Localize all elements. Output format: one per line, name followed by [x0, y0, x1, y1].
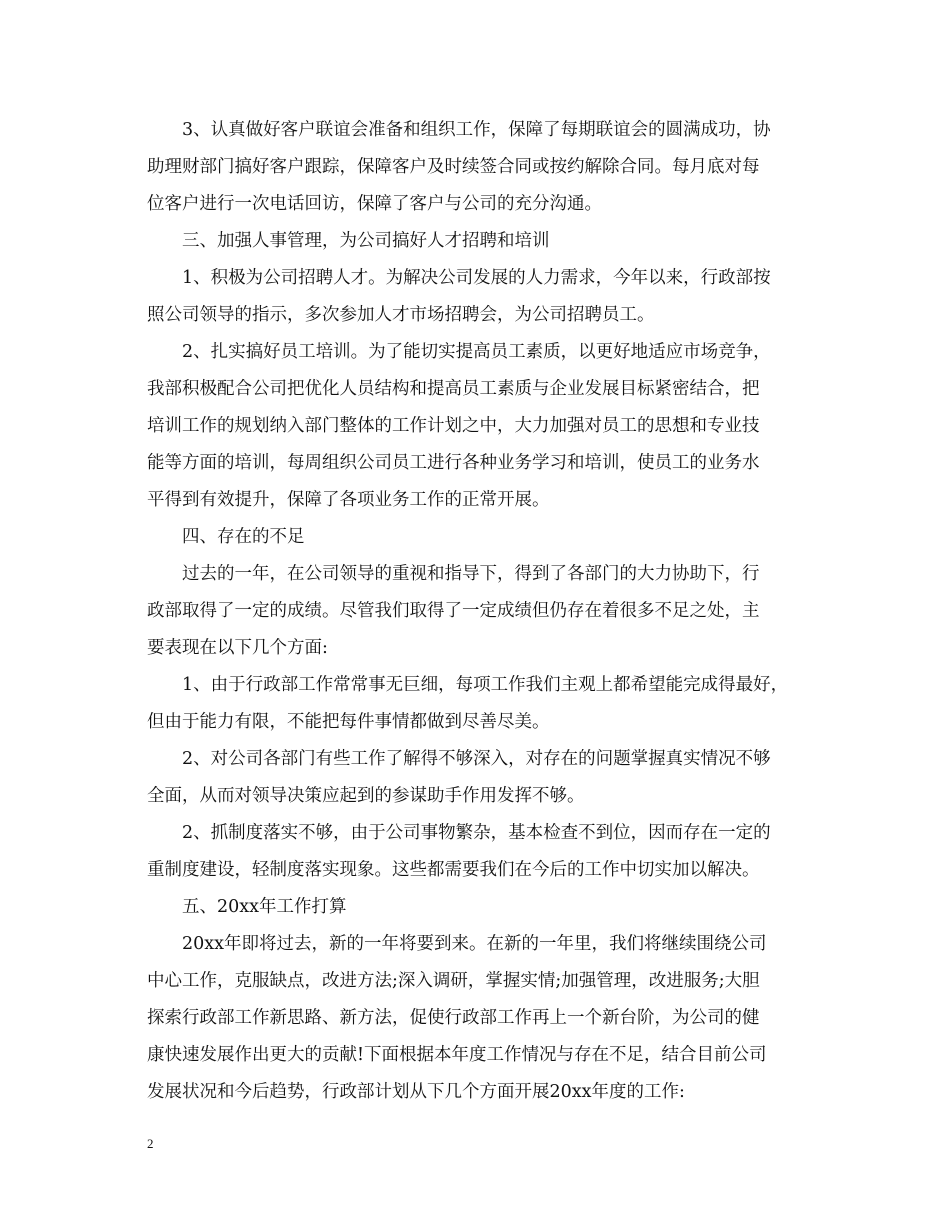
- paragraph-line: 政部取得了一定的成绩。尽管我们取得了一定成绩但仍存在着很多不足之处，主: [147, 601, 760, 621]
- paragraph-line: 平得到有效提升，保障了各项业务工作的正常开展。: [147, 490, 550, 510]
- paragraph-line: 3、认真做好客户联谊会准备和组织工作，保障了每期联谊会的圆满成功，协: [147, 120, 771, 140]
- paragraph-line: 助理财部门搞好客户跟踪，保障客户及时续签合同或按约解除合同。每月底对每: [147, 157, 760, 177]
- paragraph-line: 位客户进行一次电话回访，保障了客户与公司的充分沟通。: [147, 194, 602, 214]
- paragraph-line: 康快速发展作出更大的贡献!下面根据本年度工作情况与存在不足，结合目前公司: [147, 1045, 767, 1065]
- paragraph-line: 但由于能力有限，不能把每件事情都做到尽善尽美。: [147, 712, 550, 732]
- paragraph-line: 照公司领导的指示，多次参加人才市场招聘会，为公司招聘员工。: [147, 305, 655, 325]
- paragraph-line: 探索行政部工作新思路、新方法，促使行政部工作再上一个新台阶，为公司的健: [147, 1008, 760, 1028]
- paragraph-line: 我部积极配合公司把优化人员结构和提高员工素质与企业发展目标紧密结合，把: [147, 379, 760, 399]
- section-heading: 五、20xx年工作打算: [147, 897, 347, 917]
- paragraph-line: 发展状况和今后趋势，行政部计划从下几个方面开展20xx年度的工作:: [147, 1082, 685, 1102]
- paragraph-line: 要表现在以下几个方面:: [147, 638, 328, 658]
- section-heading: 三、加强人事管理，为公司搞好人才招聘和培训: [147, 231, 550, 251]
- paragraph-line: 2、抓制度落实不够，由于公司事物繁杂，基本检查不到位，因而存在一定的: [147, 823, 771, 843]
- page-number: 2: [147, 1136, 154, 1151]
- section-heading: 四、存在的不足: [147, 527, 305, 547]
- paragraph-line: 能等方面的培训，每周组织公司员工进行各种业务学习和培训，使员工的业务水: [147, 453, 760, 473]
- paragraph-line: 1、积极为公司招聘人才。为解决公司发展的人力需求，今年以来，行政部按: [147, 268, 771, 288]
- paragraph-line: 全面，从而对领导决策应起到的参谋助手作用发挥不够。: [147, 786, 585, 806]
- paragraph-line: 2、对公司各部门有些工作了解得不够深入，对存在的问题掌握真实情况不够: [147, 749, 771, 769]
- paragraph-line: 20xx年即将过去，新的一年将要到来。在新的一年里，我们将继续围绕公司: [147, 934, 767, 954]
- paragraph-line: 中心工作，克服缺点，改进方法;深入调研，掌握实情;加强管理，改进服务;大胆: [147, 971, 760, 991]
- paragraph-line: 1、由于行政部工作常常事无巨细，每项工作我们主观上都希望能完成得最好，: [147, 675, 789, 695]
- paragraph-line: 过去的一年，在公司领导的重视和指导下，得到了各部门的大力协助下，行: [147, 564, 760, 584]
- paragraph-line: 重制度建设，轻制度落实现象。这些都需要我们在今后的工作中切实加以解决。: [147, 860, 760, 880]
- paragraph-line: 2、扎实搞好员工培训。为了能切实提高员工素质，以更好地适应市场竞争，: [147, 342, 771, 362]
- paragraph-line: 培训工作的规划纳入部门整体的工作计划之中，大力加强对员工的思想和专业技: [147, 416, 760, 436]
